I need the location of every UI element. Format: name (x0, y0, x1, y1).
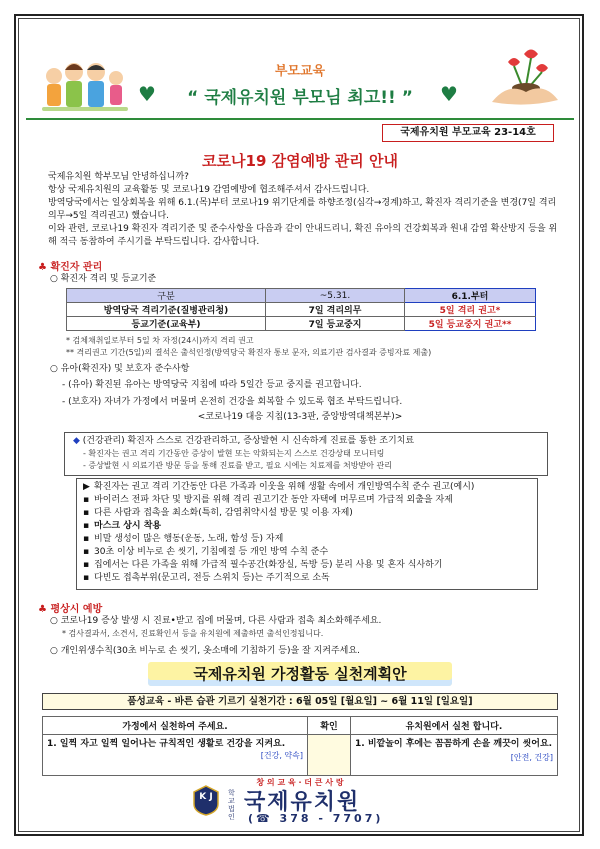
square-bullet-icon: ▪ (83, 495, 90, 505)
square-bullet-icon: ▪ (83, 547, 90, 557)
square-bullet-icon: ▪ (83, 534, 90, 544)
circle-bullet-icon: ○ (50, 364, 61, 374)
table-note: ** 격리권고 기간(5일)의 결석은 출석인정(방역당국 확진자 통보 문자, 의료기관 검사결과 증빙자료 제출) (66, 348, 432, 357)
rules-item: ▶ 확진자는 권고 격리 기간동안 다른 가족과 이웃을 위해 생활 속에서 개인방역수칙 준수 권고(예시) (83, 482, 475, 492)
rules-item: ▪ 집에서는 다른 가족을 위해 가급적 필수공간(화장실, 독방 등) 분리 사용 및 혼자 식사하기 (83, 560, 443, 570)
square-bullet-icon: ▪ (83, 573, 90, 583)
prevention-list (50, 615, 560, 658)
table-row (67, 317, 536, 331)
footer-slogan: 창 의 교 육 · 더 큰 사 랑 (256, 778, 344, 787)
rules-list (77, 479, 537, 585)
plan-header-home: 가정에서 실천하여 주세요. (43, 717, 308, 735)
plan-home-tag: [건강, 약속] (260, 751, 303, 760)
health-line: - 증상발현 시 의료기관 방문 등을 통해 진료를 받고, 필요 시에는 치료제를 처방받아 관리 (83, 461, 392, 470)
rules-item: ▪ 다빈도 접촉부위(문고리, 전등 스위치 등)는 주기적으로 소독 (83, 573, 330, 583)
rules-box (76, 478, 538, 590)
table-cell: 5일 격리 권고* (405, 303, 536, 317)
table-header-cell: ~5.31. (266, 289, 405, 303)
health-head: ◆ (건강관리) 확진자 스스로 건강관리하고, 증상발현 시 신속하게 진료를 통한 조기치료 (73, 436, 415, 446)
rules-item: ▪ 다른 사람과 접촉을 최소화(특히, 감염취약시설 방문 및 이용 자제) (83, 508, 353, 518)
notice-paragraph: 이와 관련, 코로나19 확진자 격리기준 및 준수사항을 다음과 같이 안내드리니, 확진 유아의 건강회복과 원내 감염 확산방지 등을 위해 적극 동참하여 주시기를 부탁드립니다. 감사합니다. (48, 224, 558, 247)
logo-letters: K J (199, 792, 213, 802)
table-cell: 5일 등교중지 권고** (405, 317, 536, 331)
section-confirmed-title: ♣ 확진자 관리 (38, 262, 103, 273)
prevention-item: ○ 코로나19 증상 발생 시 진료•받고 집에 머물며, 다른 사람과 접촉 최소화해주세요. (50, 616, 382, 626)
notice-paragraph: 국제유치원 학부모님 안녕하십니까? (48, 172, 189, 182)
header-subtitle: 부모교육 (274, 64, 326, 79)
subsection-isolation: ○ 확진자 격리 및 등교기준 (50, 274, 157, 284)
plan-home-cell: 1. 일찍 자고 일찍 일어나는 규칙적인 생활로 건강을 지켜요. [건강, 약속] (43, 735, 308, 776)
table-header-row (67, 289, 536, 303)
table-header-cell: 6.1.부터 (405, 289, 536, 303)
triangle-bullet-icon: ▶ (83, 482, 90, 492)
rules-item: ▪ 마스크 상시 착용 (83, 521, 162, 531)
footer-school-name: 국제유치원 (244, 790, 361, 815)
square-bullet-icon: ▪ (83, 560, 90, 570)
health-management-box (64, 432, 548, 476)
school-logo-icon (190, 784, 222, 816)
issue-number-badge: 국제유치원 부모교육 23-14호 (382, 124, 554, 142)
plan-header-school: 유치원에서 실천 합니다. (351, 717, 558, 735)
rules-item: ▪ 30초 이상 비누로 손 씻기, 기침예절 등 개인 방역 수칙 준수 (83, 547, 329, 557)
duty-item: - (유아) 확진된 유아는 방역당국 지침에 따라 5일간 등교 중지를 권고합니다. (62, 380, 362, 390)
plan-check-cell[interactable] (308, 735, 351, 776)
square-bullet-icon: ▪ (83, 508, 90, 518)
notice-body (48, 171, 558, 249)
header-divider (26, 118, 574, 120)
table-cell: 7일 등교중지 (266, 317, 405, 331)
isolation-table (66, 288, 536, 331)
prevention-item: ○ 개인위생수칙(30초 비누로 손 씻기, 옷소매에 기침하기 등)을 잘 지켜주세요. (50, 646, 360, 656)
circle-bullet-icon: ○ (50, 274, 61, 284)
plan-header-row (43, 717, 558, 735)
section-prevention-title: ♣ 평상시 예방 (38, 604, 103, 615)
footer-phone: (☎ 378 - 7707) (248, 812, 384, 825)
plan-table (42, 716, 558, 776)
plan-row (43, 735, 558, 776)
table-notes (66, 335, 566, 359)
table-cell: 7일 격리의무 (266, 303, 405, 317)
notice-paragraph: 항상 국제유치원의 교육활동 및 코로나19 감염예방에 협조해주셔서 감사드립니다. (48, 185, 370, 195)
reference-note: <코로나19 대응 지침(13-3판, 중앙방역대책본부)> (197, 412, 403, 422)
rules-item: ▪ 바이러스 전파 차단 및 방지를 위해 격리 권고기간 동안 자택에 머무르며 가급적 외출을 자제 (83, 495, 453, 505)
notice-title: 코로나19 감염예방 관리 안내 (202, 152, 398, 170)
club-icon: ♣ (38, 604, 51, 615)
plan-banner: 국제유치원 가정활동 실천계획안 (148, 662, 452, 686)
footer-name-small: 학교법인 (228, 789, 235, 821)
table-cell: 방역당국 격리기준(질병관리청) (67, 303, 266, 317)
club-icon: ♣ (38, 262, 51, 273)
heart-icon: ♥ (138, 82, 156, 106)
table-row (67, 303, 536, 317)
heart-icon: ♥ (440, 82, 458, 106)
plan-school-cell: 1. 비깥놀이 후에는 꼼꼼하게 손을 깨끗이 씻어요. [안전, 건강] (351, 735, 558, 776)
duty-list (62, 379, 562, 409)
subsection-duties: ○ 유아(확진자) 및 보호자 준수사항 (50, 364, 190, 374)
circle-bullet-icon: ○ (50, 616, 61, 626)
duty-item: - (보호자) 자녀가 가정에서 머물며 온전히 건강을 회복할 수 있도록 협조 부탁드립니다. (62, 397, 403, 407)
health-line: - 확진자는 권고 격리 기간동안 증상이 발현 또는 악화되는지 스스로 건강상태 모니터링 (83, 449, 385, 458)
square-bullet-icon: ▪ (83, 521, 90, 531)
plan-school-tag: [안전, 건강] (510, 753, 553, 762)
table-header-cell: 구분 (67, 289, 266, 303)
header-title: “ 국제유치원 부모님 최고!! ” (187, 88, 413, 108)
circle-bullet-icon: ○ (50, 646, 61, 656)
plan-header-check: 확인 (308, 717, 351, 735)
table-cell: 등교기준(교육부) (67, 317, 266, 331)
table-note: * 검체채취일로부터 5일 차 자정(24시)까지 격리 권고 (66, 336, 254, 345)
prevention-note: * 검사결과서, 소견서, 진료확인서 등을 유치원에 제출하면 출석인정됩니다. (62, 629, 324, 638)
notice-paragraph: 방역당국에서는 일상회복을 위해 6.1.(목)부터 코로나19 위기단계를 하향조정(심각→경계)하고, 확진자 격리기준을 변경(7일 격리의무→5일 격리권고) 했습니다. (48, 198, 557, 221)
rules-item: ▪ 비말 생성이 많은 행동(운동, 노래, 함성 등) 자제 (83, 534, 284, 544)
plan-period: 품성교육 - 바른 습관 기르기 실천기간 : 6월 05일 [월요일] ~ 6월 11일 [일요일] (42, 693, 558, 710)
header-title-row (138, 80, 462, 108)
diamond-icon: ◆ (73, 436, 83, 446)
